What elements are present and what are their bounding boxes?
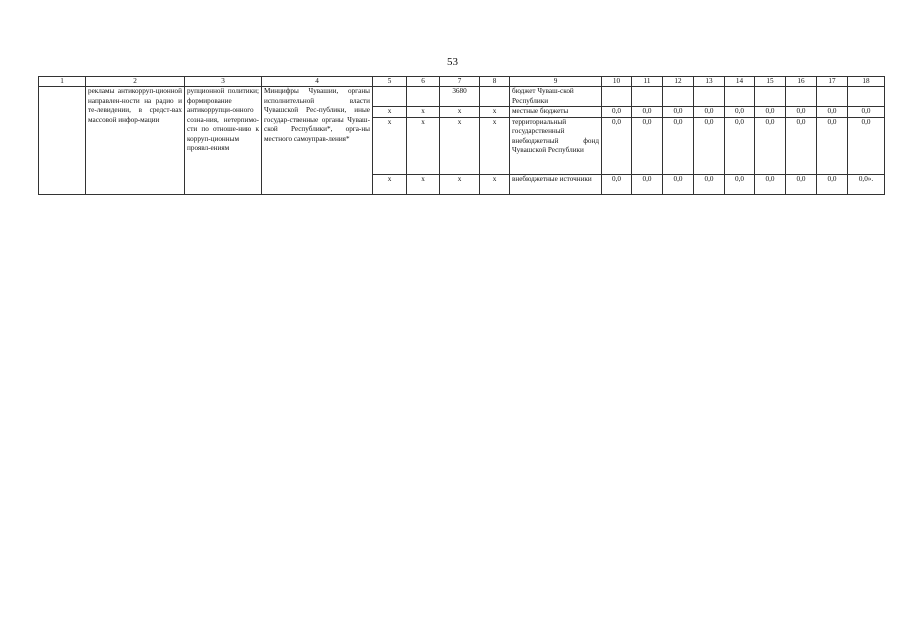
column-number: 13 [694, 77, 725, 87]
funding-source-cell: территориальный государственный внебюджетный фонд Чувашской Республики [510, 117, 602, 174]
goal-cell: рупционной политики; формирование антикоррупци-онного созна-ния, нетерпимо-сти по отноше-нию к корруп-ционным проявл-ениям [185, 87, 262, 195]
column-number: 4 [262, 77, 373, 87]
value-cell [632, 87, 663, 107]
value-cell: 0,0 [848, 107, 885, 118]
value-cell: 0,0 [786, 174, 817, 194]
value-cell [848, 87, 885, 107]
column-number: 9 [510, 77, 602, 87]
table-row [39, 87, 885, 107]
column-number: 15 [755, 77, 786, 87]
code-cell: x [407, 174, 440, 194]
column-number: 7 [440, 77, 480, 87]
code-cell: x [373, 174, 407, 194]
column-number: 12 [663, 77, 694, 87]
value-cell: 0,0 [755, 107, 786, 118]
code-cell: x [407, 117, 440, 174]
code-cell: x [480, 107, 510, 118]
column-number: 2 [86, 77, 185, 87]
value-cell: 0,0 [848, 117, 885, 174]
column-number: 1 [39, 77, 86, 87]
value-cell: 0,0 [632, 117, 663, 174]
value-cell: 0,0». [848, 174, 885, 194]
column-number: 10 [602, 77, 632, 87]
value-cell: 0,0 [694, 117, 725, 174]
code-cell: x [440, 174, 480, 194]
value-cell [755, 87, 786, 107]
value-cell: 0,0 [725, 174, 755, 194]
code-cell: x [480, 174, 510, 194]
column-number: 3 [185, 77, 262, 87]
value-cell [602, 87, 632, 107]
value-cell [694, 87, 725, 107]
value-cell: 0,0 [817, 107, 848, 118]
value-cell: 0,0 [786, 117, 817, 174]
column-number: 6 [407, 77, 440, 87]
value-cell: 0,0 [786, 107, 817, 118]
column-number: 8 [480, 77, 510, 87]
value-cell [817, 87, 848, 107]
funding-source-cell: бюджет Чуваш-ской Республики [510, 87, 602, 107]
value-cell: 0,0 [602, 107, 632, 118]
column-number: 5 [373, 77, 407, 87]
value-cell: 0,0 [725, 107, 755, 118]
cell-col1 [39, 87, 86, 195]
value-cell: 0,0 [755, 174, 786, 194]
code-cell: 3680 [440, 87, 480, 107]
value-cell: 0,0 [602, 117, 632, 174]
value-cell [725, 87, 755, 107]
value-cell [663, 87, 694, 107]
code-cell [373, 87, 407, 107]
code-cell [407, 87, 440, 107]
code-cell: x [440, 107, 480, 118]
column-number: 11 [632, 77, 663, 87]
executor-cell: Минцифры Чувашии, органы исполнительной власти Чувашской Рес-публики, иные государ-ственные органы Чуваш-ской Республики*, орга-ны местного самоуправ-ления* [262, 87, 373, 195]
code-cell: x [480, 117, 510, 174]
value-cell: 0,0 [602, 174, 632, 194]
funding-source-cell: местные бюджеты [510, 107, 602, 118]
code-cell: x [440, 117, 480, 174]
value-cell: 0,0 [663, 107, 694, 118]
program-table [38, 76, 885, 195]
code-cell: x [373, 107, 407, 118]
column-number-row [39, 77, 885, 87]
value-cell [786, 87, 817, 107]
value-cell: 0,0 [817, 117, 848, 174]
value-cell: 0,0 [694, 107, 725, 118]
column-number: 17 [817, 77, 848, 87]
page-number: 53 [447, 56, 458, 68]
code-cell [480, 87, 510, 107]
event-name-cell: рекламы антикорруп-ционной направлен-ности на радио и те-левидении, в средст-вах массовой инфор-мации [86, 87, 185, 195]
code-cell: x [373, 117, 407, 174]
value-cell: 0,0 [632, 107, 663, 118]
value-cell: 0,0 [694, 174, 725, 194]
value-cell: 0,0 [817, 174, 848, 194]
value-cell: 0,0 [755, 117, 786, 174]
value-cell: 0,0 [663, 117, 694, 174]
code-cell: x [407, 107, 440, 118]
funding-source-cell: внебюджетные источники [510, 174, 602, 194]
value-cell: 0,0 [663, 174, 694, 194]
column-number: 18 [848, 77, 885, 87]
column-number: 16 [786, 77, 817, 87]
column-number: 14 [725, 77, 755, 87]
value-cell: 0,0 [632, 174, 663, 194]
value-cell: 0,0 [725, 117, 755, 174]
